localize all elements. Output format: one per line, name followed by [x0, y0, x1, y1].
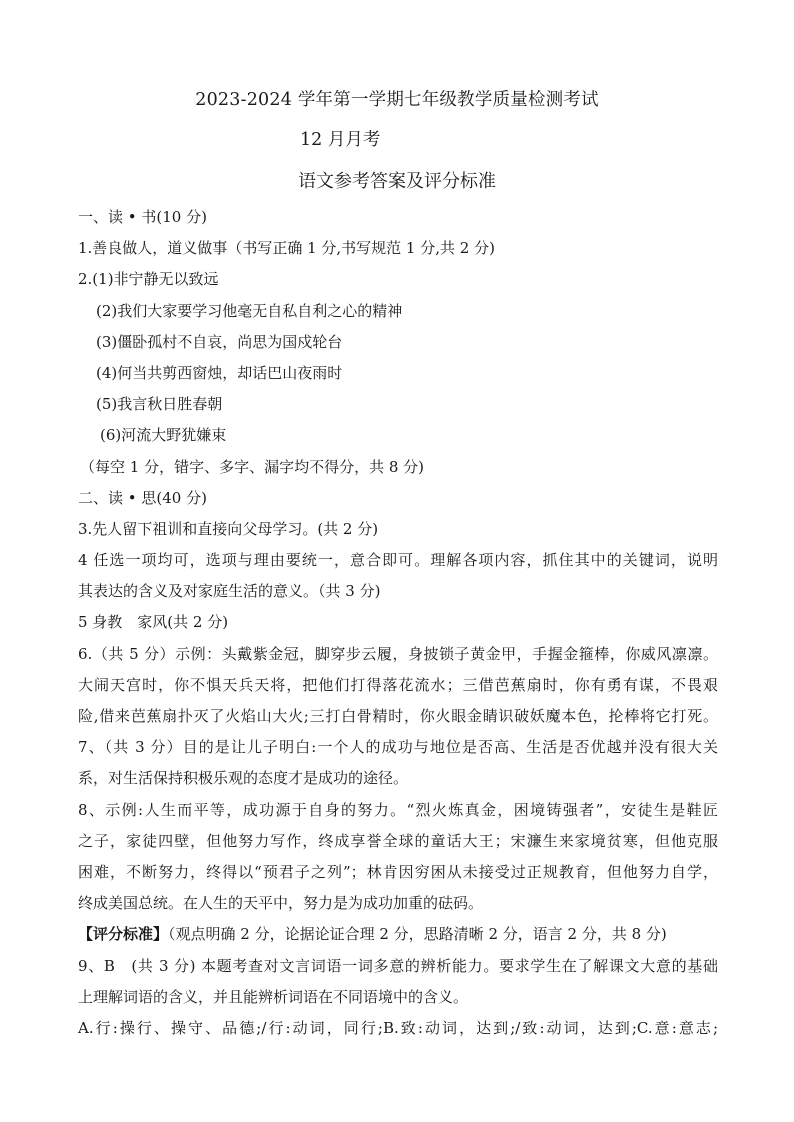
answer-q8-line: 困难，不断努力，终得以“预君子之列”；林肯因穷困从未接受过正规教育，但他努力自学，: [78, 862, 718, 881]
exam-title: 2023-2024 学年第一学期七年级教学质量检测考试: [195, 90, 599, 110]
answer-q5: 5 身教 家风(共 2 分): [78, 613, 229, 632]
answer-q2: 2.(1)非宁静无以致远: [78, 270, 219, 289]
answer-q6-line: 险,借来芭蕉扇扑灭了火焰山大火;三打白骨精时，你火眼金睛识破妖魔本色，抡棒将它打死。: [78, 707, 718, 725]
section-heading: 一、读 • 书(10 分): [78, 208, 207, 226]
answer-q1: 1.善良做人，道义做事（书写正确 1 分,书写规范 1 分,共 2 分): [78, 239, 495, 258]
answer-q7-line: 系，对生活保持积极乐观的态度才是成功的途径。: [78, 769, 409, 788]
scoring-standard-label: 【评分标准】: [78, 925, 169, 944]
answer-q4-line: 4 任选一项均可，选项与理由要统一，意合即可。理解各项内容，抓住其中的关键词，说明: [78, 551, 718, 570]
scoring-standard: [78, 919, 718, 950]
answer-q2-item: (6)河流大野犹嫌束: [100, 426, 227, 445]
answer-q4-line: 其表达的含义及对家庭生活的意义。（共 3 分): [78, 582, 381, 601]
answer-q8-line: 终成美国总统。在人生的天平中，努力是为成功加重的砝码。: [78, 894, 484, 913]
answer-q9-line: 9、B (共 3 分) 本题考查对文言词语一词多意的辨析能力。要求学生在了解课文大意的基础: [78, 956, 718, 975]
answer-q6-line: 6.（共 5 分）示例：头戴紫金冠，脚穿步云履，身披锁子黄金甲，手握金箍棒，你威风凛凛。: [78, 644, 718, 663]
scoring-standard-text: （观点明确 2 分，论据论证合理 2 分，思路清晰 2 分，语言 2 分，共 8 分): [168, 925, 667, 944]
answer-q2-item: (3)僵卧孤村不自哀，尚思为国戍轮台: [96, 332, 343, 351]
answer-q2-item: (2)我们大家要学习他毫无自私自利之心的精神: [96, 301, 403, 320]
answer-q8-line: 之子，家徒四壁，但他努力写作，终成享誉全球的童话大王；宋濂生来家境贫寒，但他克服: [78, 831, 718, 850]
exam-subtitle: 12 月月考: [300, 130, 381, 150]
answer-q3: 3.先人留下祖训和直接向父母学习。(共 2 分): [78, 519, 379, 538]
answer-q2-item: (5)我言秋日胜春朝: [96, 395, 223, 414]
answer-q7-line: 7、（共 3 分）目的是让儿子明白:一个人的成功与地位是否高、生活是否优越并没有很大关: [78, 738, 718, 757]
answer-q2-item: (4)何当共剪西窗烛，却话巴山夜雨时: [96, 363, 343, 382]
answer-q9-line: A.行:操行、操守、品德;/行:动词，同行;B.致:动词，达到;/致:动词，达到;C.意:意志;: [78, 1018, 718, 1037]
section-heading: 二、读 • 思(40 分): [78, 488, 207, 507]
answer-key-heading: 语文参考答案及评分标准: [298, 171, 496, 192]
answer-q8-line: 8、示例:人生而平等，成功源于自身的努力。“烈火炼真金，困境铸强者”，安徒生是鞋匠: [78, 800, 718, 819]
answer-body: [78, 202, 718, 1044]
answer-q6-line: 大闹天宫时，你不惧天兵天将，把他们打得落花流水；三借芭蕉扇时，你有勇有谋，不畏艰: [78, 675, 718, 694]
answer-q9-line: 上理解词语的含义，并且能辨析词语在不同语境中的含义。: [78, 987, 469, 1006]
scoring-note: （每空 1 分，错字、多字、漏字均不得分，共 8 分): [80, 457, 425, 476]
